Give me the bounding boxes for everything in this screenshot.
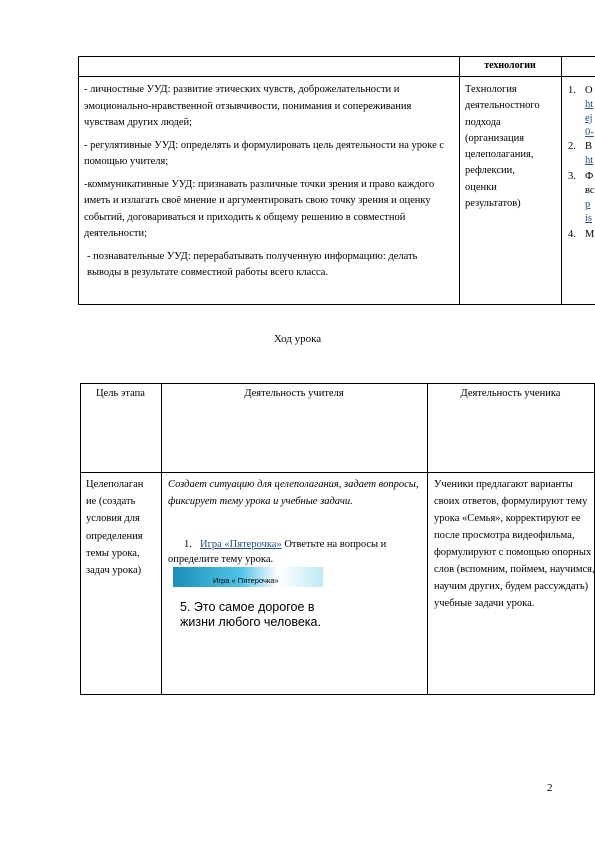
- resource-item: [568, 228, 595, 244]
- resource-num: 2.: [568, 141, 576, 152]
- header-stage-goal: Цель этапа: [96, 388, 145, 399]
- resource-text: вс: [585, 185, 595, 196]
- uud-regulatory: - регулятивные УУД: определять и формулировать цель деятельности на уроке с помощью учителя;: [84, 139, 445, 167]
- resource-text: М: [585, 229, 595, 240]
- tech-line: Технология: [465, 84, 517, 95]
- resource-item: [568, 170, 595, 228]
- stage-line: Целеполаган: [86, 479, 144, 490]
- tech-line: рефлексии,: [465, 165, 515, 177]
- resource-link[interactable]: ht: [585, 155, 594, 166]
- header-teacher-activity: Деятельность учителя: [244, 388, 344, 399]
- uud-personal: - личностные УУД: развитие этических чувств, доброжелательности и эмоционально-нравственной отзывчивости, понимания и сопереживания чувствам других людей;: [84, 84, 412, 128]
- header-student-activity: Деятельность ученика: [460, 388, 561, 399]
- stage-goal-cell: [86, 476, 161, 579]
- slide-question-text: 5. Это самое дорогое в жизни любого человека.: [180, 600, 321, 629]
- resource-link[interactable]: ej: [585, 113, 593, 124]
- tech-column-header: технологии: [484, 60, 536, 71]
- resource-num: 3.: [568, 171, 576, 182]
- teacher-item-num: 1.: [184, 539, 192, 550]
- resource-link[interactable]: ht: [585, 99, 594, 110]
- resource-num: 4.: [568, 229, 576, 240]
- resource-link[interactable]: p: [585, 199, 591, 210]
- banner-caption: Игра « Пятерочка»: [213, 576, 279, 585]
- tech-line: деятельностного: [465, 100, 540, 112]
- resource-num: 1.: [568, 85, 576, 96]
- tech-line: подхода: [465, 116, 501, 128]
- tech-description: [465, 82, 561, 212]
- resource-text: Ф: [585, 171, 594, 182]
- resource-item: [568, 140, 595, 170]
- stage-line: темы урока,: [86, 547, 140, 559]
- resource-item: [568, 84, 595, 140]
- teacher-intro: Создает ситуацию для целеполагания, задает вопросы, фиксирует тему урока и учебные задачи.: [168, 479, 419, 507]
- section-title: Ход урока: [273, 333, 322, 345]
- resources-list: [568, 84, 595, 244]
- tech-line: результатов): [465, 198, 521, 210]
- stage-line: ие (создать: [86, 496, 136, 508]
- tech-line: оценки: [465, 181, 497, 193]
- game-banner-image[interactable]: [173, 567, 323, 587]
- student-activity-cell: Ученики предлагают варианты своих ответов, формулируют тему урока «Семья», корректируют ее после просмотра видеофильма, формулируют с помощью опорных слов (вспомним, поймем, научимся, научим других, будем рассуждать) учебные задачи урока.: [434, 479, 595, 609]
- game-link[interactable]: Игра «Пятерочка»: [200, 539, 282, 550]
- resource-link[interactable]: is: [585, 213, 593, 224]
- teacher-item-1: [168, 537, 420, 567]
- teacher-item-text: Ответьте на вопросы и определите тему урока.: [168, 539, 387, 565]
- resource-text: О: [585, 85, 593, 96]
- resource-text: В: [585, 141, 593, 152]
- stage-line: определения: [86, 530, 143, 542]
- stage-line: условия для: [86, 513, 140, 525]
- stage-line: задач урока): [86, 565, 142, 577]
- page-number: 2: [547, 782, 553, 794]
- uud-list: [84, 82, 454, 288]
- tech-line: целеполагания,: [465, 149, 534, 161]
- tech-line: (организация: [465, 132, 525, 144]
- uud-communicative: -коммуникативные УУД: признавать различные точки зрения и право каждого иметь и излагать своё мнение и аргументировать свою точку зрения и оценку событий, договариваться и приходить к общему решению в совместной деятельности;: [84, 178, 435, 239]
- resource-link[interactable]: 0-: [585, 127, 594, 138]
- uud-cognitive: - познавательные УУД: перерабатывать полученную информацию: делать выводы в результате совместной работы всего класса.: [87, 250, 418, 278]
